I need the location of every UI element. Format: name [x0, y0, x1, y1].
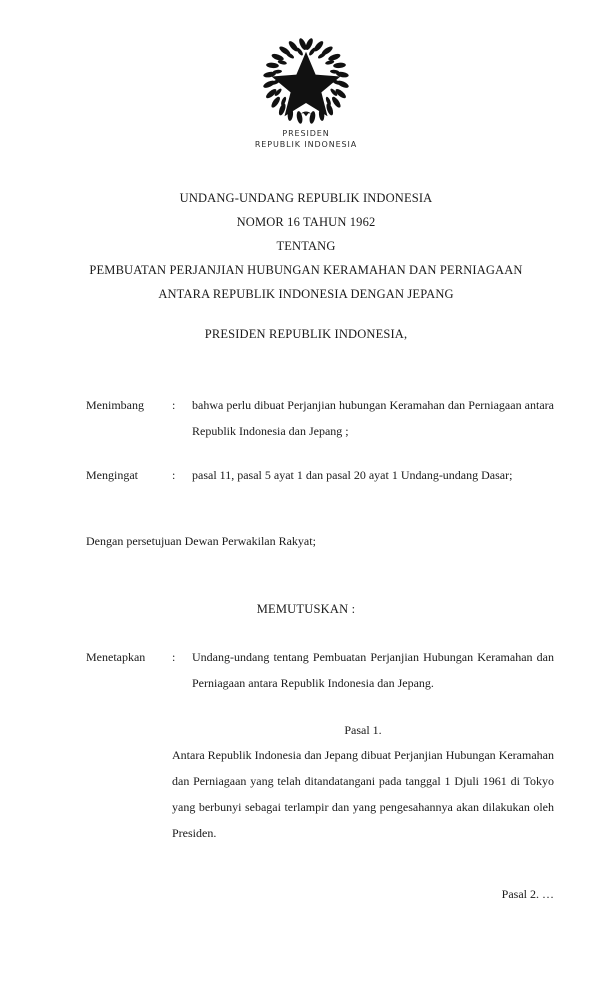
emblem-caption-line2: REPUBLIK INDONESIA	[254, 140, 358, 149]
clause-menimbang-colon: :	[172, 398, 176, 412]
continuation-marker: Pasal 2. …	[501, 887, 554, 901]
clause-menimbang	[86, 392, 554, 444]
clause-mengingat	[86, 462, 554, 488]
decide-heading: MEMUTUSKAN :	[256, 602, 356, 616]
title-line-law-type: UNDANG-UNDANG REPUBLIK INDONESIA	[179, 191, 433, 205]
clause-menetapkan-body: Undang-undang tentang Pembuatan Perjanjian Hubungan Keramahan dan Perniagaan antara Republik Indonesia dan Jepang.	[192, 650, 554, 690]
approval-line: Dengan persetujuan Dewan Perwakilan Rakyat;	[86, 534, 316, 548]
title-line-number-year: NOMOR 16 TAHUN 1962	[236, 215, 376, 229]
article-1-heading: Pasal 1.	[344, 723, 382, 737]
title-line-subject-1: PEMBUATAN PERJANJIAN HUBUNGAN KERAMAHAN DAN PERNIAGAAN	[89, 263, 523, 277]
clause-mengingat-label: Mengingat	[86, 468, 138, 482]
title-line-about: TENTANG	[276, 239, 336, 253]
clause-mengingat-colon: :	[172, 468, 176, 482]
article-1	[172, 718, 554, 846]
clause-menetapkan-colon: :	[172, 650, 176, 664]
emblem-caption-line1: PRESIDEN	[282, 129, 330, 138]
emblem-caption	[0, 128, 612, 150]
clause-mengingat-body: pasal 11, pasal 5 ayat 1 dan pasal 20 ayat 1 Undang-undang Dasar;	[192, 468, 513, 482]
clause-menimbang-body: bahwa perlu dibuat Perjanjian hubungan Keramahan dan Perniagaan antara Republik Indonesia dan Jepang ;	[192, 398, 554, 438]
presidential-emblem-block	[0, 38, 612, 150]
clause-menimbang-label: Menimbang	[86, 398, 144, 412]
clause-menetapkan-label: Menetapkan	[86, 650, 146, 664]
institution-line: PRESIDEN REPUBLIK INDONESIA,	[204, 327, 408, 341]
document-title-block	[0, 186, 612, 306]
indonesian-presidential-seal-icon	[263, 38, 349, 124]
clause-menetapkan	[86, 644, 554, 696]
article-1-body: Antara Republik Indonesia dan Jepang dibuat Perjanjian Hubungan Keramahan dan Perniagaan yang telah ditandatangani pada tanggal 1 Djuli 1961 di Tokyo yang berbunyi sebagai terlampir dan yang pengesahannya akan dilakukan oleh Presiden.	[172, 748, 554, 840]
title-line-subject-2: ANTARA REPUBLIK INDONESIA DENGAN JEPANG	[158, 287, 454, 301]
